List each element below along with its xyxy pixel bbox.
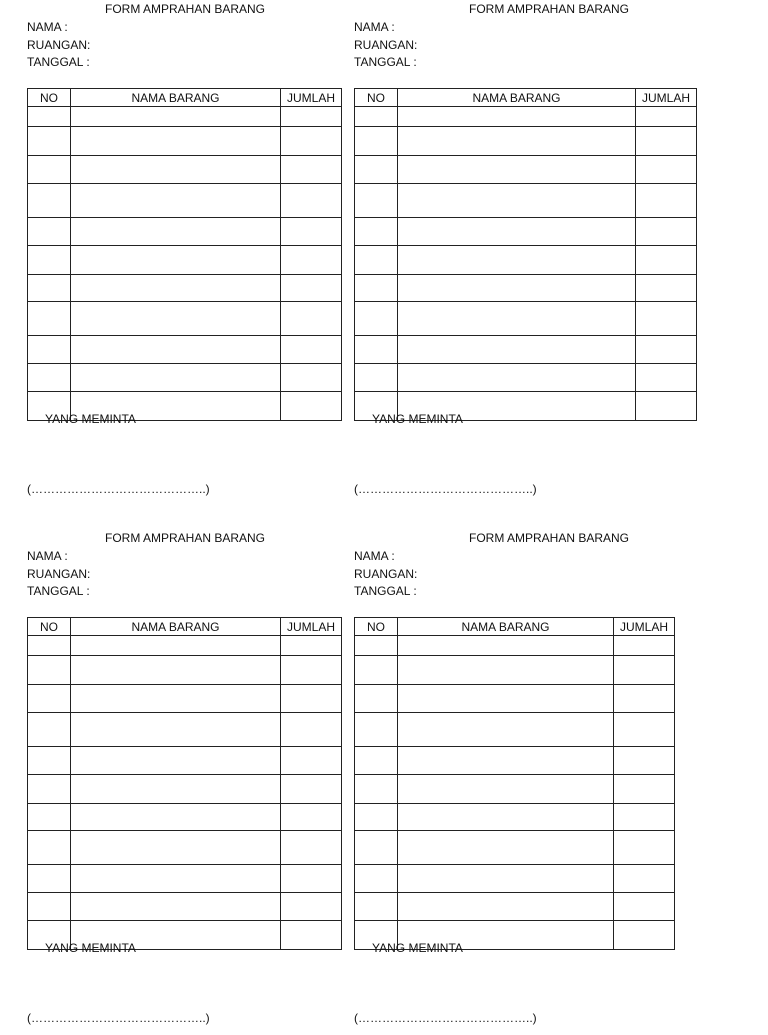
cell-no[interactable] <box>28 364 71 392</box>
nama-field-label: NAMA : <box>354 20 395 34</box>
table-row <box>355 831 675 865</box>
cell-no[interactable] <box>355 156 398 184</box>
cell-jumlah[interactable] <box>614 775 675 804</box>
cell-no[interactable] <box>28 156 71 184</box>
cell-no[interactable] <box>28 893 71 921</box>
cell-nama-barang[interactable] <box>71 804 281 831</box>
cell-jumlah[interactable] <box>281 747 342 775</box>
table-header-row <box>355 618 675 636</box>
cell-jumlah[interactable] <box>614 636 675 656</box>
cell-nama-barang[interactable] <box>71 775 281 804</box>
cell-no[interactable] <box>355 107 398 127</box>
cell-nama-barang[interactable] <box>398 775 614 804</box>
cell-nama-barang[interactable] <box>71 127 281 156</box>
cell-nama-barang[interactable] <box>398 364 636 392</box>
cell-jumlah[interactable] <box>281 107 342 127</box>
table-row <box>355 775 675 804</box>
column-header-jumlah: JUMLAH <box>614 618 675 636</box>
tanggal-field-label: TANGGAL : <box>27 55 90 69</box>
cell-no[interactable] <box>355 336 398 364</box>
table-row <box>355 636 675 656</box>
cell-jumlah[interactable] <box>281 775 342 804</box>
cell-jumlah[interactable] <box>281 713 342 747</box>
cell-nama-barang[interactable] <box>398 713 614 747</box>
cell-no[interactable] <box>28 747 71 775</box>
cell-jumlah[interactable] <box>614 921 675 950</box>
cell-nama-barang[interactable] <box>398 804 614 831</box>
column-header-nama-barang: NAMA BARANG <box>71 89 281 107</box>
signature-line: (……………………………………..) <box>354 482 537 496</box>
column-header-jumlah: JUMLAH <box>636 89 697 107</box>
table-row <box>28 336 342 364</box>
cell-no[interactable] <box>355 302 398 336</box>
form-title: FORM AMPRAHAN BARANG <box>105 2 266 16</box>
table-row <box>28 656 342 685</box>
cell-jumlah[interactable] <box>636 392 697 421</box>
cell-nama-barang[interactable] <box>398 156 636 184</box>
cell-nama-barang[interactable] <box>71 364 281 392</box>
cell-no[interactable] <box>28 865 71 893</box>
table-row <box>355 275 697 302</box>
cell-nama-barang[interactable] <box>71 156 281 184</box>
cell-jumlah[interactable] <box>614 685 675 713</box>
cell-nama-barang[interactable] <box>71 184 281 218</box>
cell-nama-barang[interactable] <box>71 336 281 364</box>
cell-no[interactable] <box>28 685 71 713</box>
cell-no[interactable] <box>355 364 398 392</box>
cell-no[interactable] <box>28 302 71 336</box>
ruangan-field-label: RUANGAN: <box>354 38 418 52</box>
cell-no[interactable] <box>28 184 71 218</box>
cell-nama-barang[interactable] <box>71 831 281 865</box>
table-row <box>28 218 342 246</box>
table-row <box>355 218 697 246</box>
cell-nama-barang[interactable] <box>71 865 281 893</box>
items-table <box>27 617 342 950</box>
signature-line: (……………………………………..) <box>27 1011 210 1025</box>
cell-nama-barang[interactable] <box>398 747 614 775</box>
table-row <box>28 775 342 804</box>
cell-jumlah[interactable] <box>636 107 697 127</box>
signature-label: YANG MEMINTA <box>45 412 136 426</box>
table-row <box>28 893 342 921</box>
table-row <box>28 156 342 184</box>
cell-nama-barang[interactable] <box>71 275 281 302</box>
column-header-no: NO <box>28 618 71 636</box>
table-row <box>355 246 697 275</box>
cell-no[interactable] <box>355 275 398 302</box>
cell-no[interactable] <box>355 656 398 685</box>
cell-jumlah[interactable] <box>281 636 342 656</box>
cell-jumlah[interactable] <box>281 865 342 893</box>
table-row <box>355 685 675 713</box>
cell-no[interactable] <box>355 893 398 921</box>
cell-nama-barang[interactable] <box>71 218 281 246</box>
nama-field-label: NAMA : <box>27 549 68 563</box>
cell-no[interactable] <box>28 275 71 302</box>
table-row <box>28 636 342 656</box>
column-header-no: NO <box>28 89 71 107</box>
tanggal-field-label: TANGGAL : <box>354 584 417 598</box>
cell-no[interactable] <box>355 636 398 656</box>
table-row <box>355 364 697 392</box>
cell-jumlah[interactable] <box>614 713 675 747</box>
cell-jumlah[interactable] <box>636 275 697 302</box>
cell-nama-barang[interactable] <box>71 636 281 656</box>
cell-no[interactable] <box>28 218 71 246</box>
ruangan-field-label: RUANGAN: <box>27 38 91 52</box>
cell-jumlah[interactable] <box>636 127 697 156</box>
table-row <box>355 804 675 831</box>
cell-jumlah[interactable] <box>281 656 342 685</box>
table-row <box>355 336 697 364</box>
cell-jumlah[interactable] <box>281 156 342 184</box>
table-row <box>28 107 342 127</box>
cell-nama-barang[interactable] <box>71 107 281 127</box>
cell-jumlah[interactable] <box>636 184 697 218</box>
table-row <box>355 893 675 921</box>
table-row <box>355 747 675 775</box>
cell-jumlah[interactable] <box>281 184 342 218</box>
cell-no[interactable] <box>355 831 398 865</box>
table-row <box>28 831 342 865</box>
tanggal-field-label: TANGGAL : <box>27 584 90 598</box>
cell-jumlah[interactable] <box>636 156 697 184</box>
cell-no[interactable] <box>355 246 398 275</box>
cell-no[interactable] <box>28 336 71 364</box>
items-table <box>354 617 675 950</box>
column-header-jumlah: JUMLAH <box>281 89 342 107</box>
cell-no[interactable] <box>28 636 71 656</box>
cell-no[interactable] <box>28 804 71 831</box>
table-row <box>28 275 342 302</box>
cell-no[interactable] <box>28 713 71 747</box>
column-header-no: NO <box>355 89 398 107</box>
cell-nama-barang[interactable] <box>71 747 281 775</box>
cell-jumlah[interactable] <box>281 364 342 392</box>
form-title: FORM AMPRAHAN BARANG <box>469 531 630 545</box>
cell-no[interactable] <box>28 127 71 156</box>
cell-no[interactable] <box>28 656 71 685</box>
cell-nama-barang[interactable] <box>398 127 636 156</box>
signature-label: YANG MEMINTA <box>372 412 463 426</box>
cell-jumlah[interactable] <box>636 302 697 336</box>
cell-no[interactable] <box>28 831 71 865</box>
table-row <box>355 184 697 218</box>
tanggal-field-label: TANGGAL : <box>354 55 417 69</box>
cell-nama-barang[interactable] <box>398 893 614 921</box>
cell-nama-barang[interactable] <box>398 831 614 865</box>
cell-no[interactable] <box>355 713 398 747</box>
table-header-row <box>28 618 342 636</box>
signature-line: (……………………………………..) <box>354 1011 537 1025</box>
form-title: FORM AMPRAHAN BARANG <box>105 531 266 545</box>
cell-nama-barang[interactable] <box>398 865 614 893</box>
cell-jumlah[interactable] <box>614 893 675 921</box>
items-table <box>27 88 342 421</box>
cell-jumlah[interactable] <box>614 656 675 685</box>
cell-jumlah[interactable] <box>281 302 342 336</box>
cell-nama-barang[interactable] <box>398 336 636 364</box>
cell-nama-barang[interactable] <box>398 218 636 246</box>
form-bottom-right <box>354 530 699 1035</box>
form-top-left <box>27 1 372 506</box>
cell-no[interactable] <box>355 685 398 713</box>
cell-jumlah[interactable] <box>281 921 342 950</box>
table-row <box>28 364 342 392</box>
table-row <box>28 865 342 893</box>
cell-nama-barang[interactable] <box>71 246 281 275</box>
cell-jumlah[interactable] <box>614 747 675 775</box>
cell-nama-barang[interactable] <box>398 685 614 713</box>
column-header-nama-barang: NAMA BARANG <box>398 618 614 636</box>
column-header-nama-barang: NAMA BARANG <box>398 89 636 107</box>
cell-jumlah[interactable] <box>281 392 342 421</box>
cell-jumlah[interactable] <box>614 831 675 865</box>
cell-jumlah[interactable] <box>281 336 342 364</box>
nama-field-label: NAMA : <box>27 20 68 34</box>
form-bottom-left <box>27 530 372 1035</box>
cell-nama-barang[interactable] <box>71 713 281 747</box>
cell-nama-barang[interactable] <box>398 184 636 218</box>
signature-label: YANG MEMINTA <box>45 941 136 955</box>
table-header-row <box>28 89 342 107</box>
table-row <box>355 127 697 156</box>
cell-nama-barang[interactable] <box>71 893 281 921</box>
cell-nama-barang[interactable] <box>398 302 636 336</box>
table-row <box>355 156 697 184</box>
cell-nama-barang[interactable] <box>71 685 281 713</box>
cell-jumlah[interactable] <box>636 246 697 275</box>
table-row <box>28 804 342 831</box>
cell-jumlah[interactable] <box>614 804 675 831</box>
column-header-nama-barang: NAMA BARANG <box>71 618 281 636</box>
cell-nama-barang[interactable] <box>398 656 614 685</box>
cell-no[interactable] <box>355 184 398 218</box>
cell-no[interactable] <box>28 775 71 804</box>
table-row <box>355 713 675 747</box>
ruangan-field-label: RUANGAN: <box>354 567 418 581</box>
table-row <box>355 865 675 893</box>
table-row <box>355 656 675 685</box>
cell-no[interactable] <box>355 804 398 831</box>
cell-jumlah[interactable] <box>636 364 697 392</box>
cell-jumlah[interactable] <box>281 893 342 921</box>
cell-no[interactable] <box>355 747 398 775</box>
form-title: FORM AMPRAHAN BARANG <box>469 2 630 16</box>
cell-no[interactable] <box>28 246 71 275</box>
ruangan-field-label: RUANGAN: <box>27 567 91 581</box>
cell-no[interactable] <box>355 127 398 156</box>
cell-jumlah[interactable] <box>636 336 697 364</box>
signature-line: (……………………………………..) <box>27 482 210 496</box>
cell-jumlah[interactable] <box>614 865 675 893</box>
cell-no[interactable] <box>28 107 71 127</box>
table-row <box>28 246 342 275</box>
form-top-right <box>354 1 699 506</box>
cell-no[interactable] <box>355 865 398 893</box>
cell-jumlah[interactable] <box>281 831 342 865</box>
table-row <box>28 184 342 218</box>
cell-no[interactable] <box>355 775 398 804</box>
cell-no[interactable] <box>355 218 398 246</box>
table-row <box>28 302 342 336</box>
column-header-no: NO <box>355 618 398 636</box>
cell-nama-barang[interactable] <box>398 246 636 275</box>
table-row <box>355 107 697 127</box>
table-row <box>28 747 342 775</box>
cell-jumlah[interactable] <box>636 218 697 246</box>
table-row <box>28 127 342 156</box>
table-header-row <box>355 89 697 107</box>
cell-nama-barang[interactable] <box>398 636 614 656</box>
cell-jumlah[interactable] <box>281 127 342 156</box>
cell-jumlah[interactable] <box>281 218 342 246</box>
nama-field-label: NAMA : <box>354 549 395 563</box>
column-header-jumlah: JUMLAH <box>281 618 342 636</box>
cell-jumlah[interactable] <box>281 246 342 275</box>
cell-nama-barang[interactable] <box>71 302 281 336</box>
signature-label: YANG MEMINTA <box>372 941 463 955</box>
cell-jumlah[interactable] <box>281 685 342 713</box>
table-row <box>355 302 697 336</box>
cell-jumlah[interactable] <box>281 804 342 831</box>
cell-nama-barang[interactable] <box>71 656 281 685</box>
items-table <box>354 88 697 421</box>
table-row <box>28 713 342 747</box>
table-row <box>28 685 342 713</box>
cell-nama-barang[interactable] <box>398 275 636 302</box>
cell-nama-barang[interactable] <box>398 107 636 127</box>
cell-jumlah[interactable] <box>281 275 342 302</box>
